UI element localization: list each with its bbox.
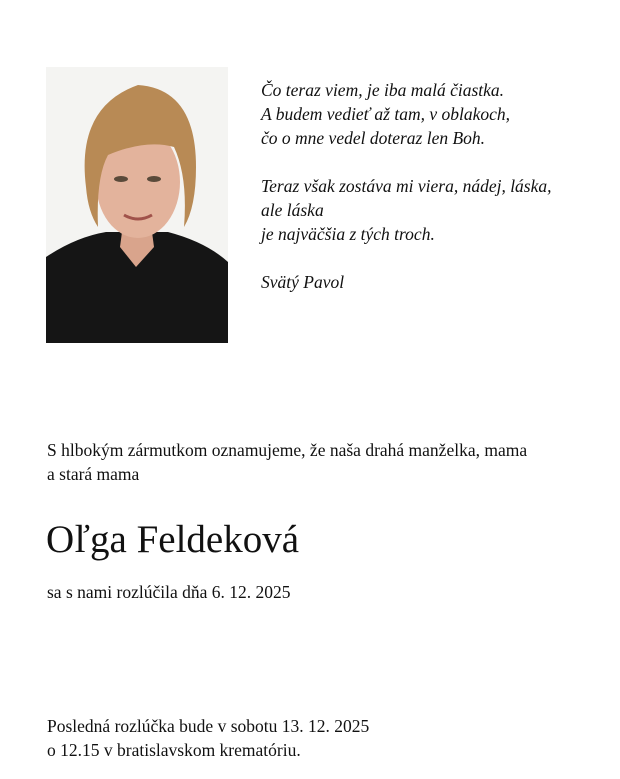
intro-line: a stará mama <box>47 464 140 484</box>
poem-line: čo o mne vedel doteraz len Boh. <box>261 128 486 148</box>
poem-line: Čo teraz viem, je iba malá čiastka. <box>261 80 505 100</box>
date-of-death: sa s nami rozlúčila dňa 6. 12. 2025 <box>47 582 291 602</box>
poem-line: ale láska <box>261 200 324 220</box>
poem-author: Svätý Pavol <box>261 272 345 292</box>
poem-line: je najväčšia z tých troch. <box>261 224 435 244</box>
portrait-photo <box>46 67 228 343</box>
poem-line: A budem vedieť až tam, v oblakoch, <box>261 104 511 124</box>
announcement-intro <box>47 438 607 486</box>
funeral-line: o 12.15 v bratislavskom krematóriu. <box>47 740 301 760</box>
funeral-info <box>47 714 369 762</box>
intro-line: S hlbokým zármutkom oznamujeme, že naša drahá manželka, mama <box>47 440 528 460</box>
deceased-name: Oľga Feldeková <box>46 518 300 561</box>
funeral-line: Posledná rozlúčka bude v sobotu 13. 12. 2025 <box>47 716 370 736</box>
poem <box>261 78 552 294</box>
poem-line: Teraz však zostáva mi viera, nádej, láska, <box>261 176 552 196</box>
